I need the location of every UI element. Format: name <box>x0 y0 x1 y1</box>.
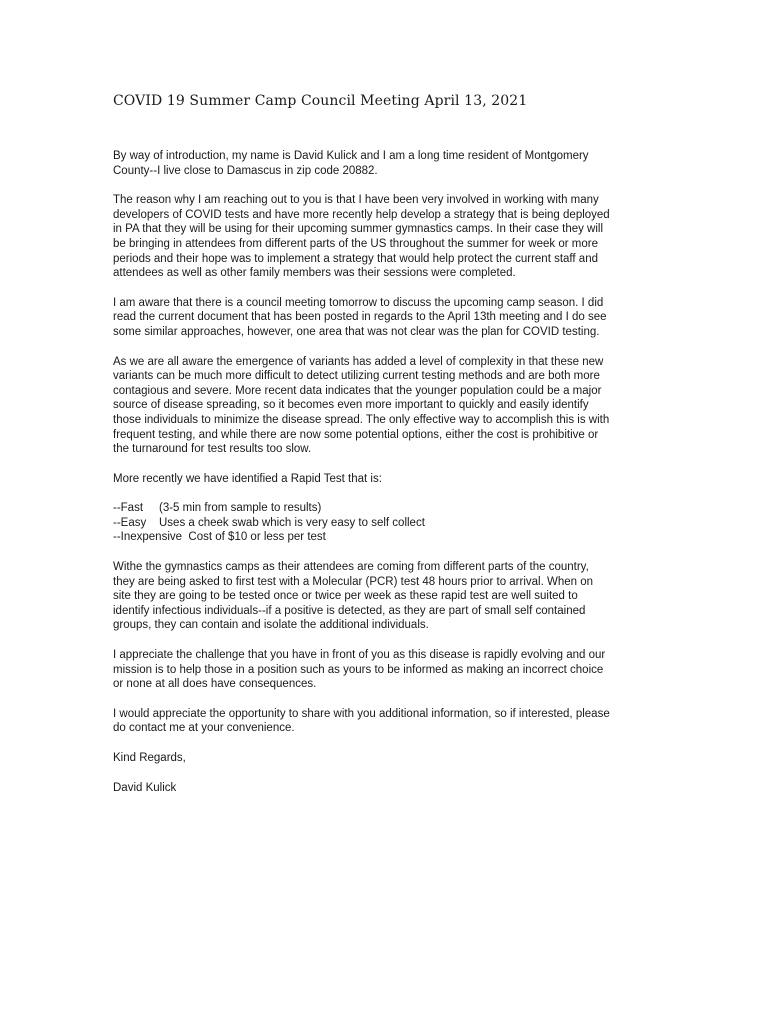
paragraph-variants <box>113 355 663 457</box>
list-item-inexpensive: --Inexpensive Cost of $10 or less per test <box>113 531 326 544</box>
text-line: contagious and severe. More recent data indicates that the younger population could be a major <box>113 384 602 397</box>
text-line: mission is to help those in a position such as yours to be informed as making an incorrect choice <box>113 663 604 676</box>
paragraph-council-meeting <box>113 296 663 340</box>
text-line: some similar approaches, however, one area that was not clear was the plan for COVID testing. <box>113 325 600 338</box>
paragraph-contact-request <box>113 707 663 736</box>
text-line: source of disease spreading, so it becomes even more important to quickly and easily identify <box>113 399 589 412</box>
list-item-easy: --Easy Uses a cheek swab which is very easy to self collect <box>113 516 425 529</box>
text-line: be bringing in attendees from different parts of the US throughout the summer for week or more <box>113 237 598 250</box>
text-line: in PA that they will be using for their upcoming summer gymnastics camps. In their case they will <box>113 223 604 236</box>
text-line: attendees as well as other family members was their sessions were completed. <box>113 267 516 280</box>
text-line: Withe the gymnastics camps as their attendees are coming from different parts of the country, <box>113 561 589 574</box>
text-line: As we are all aware the emergence of variants has added a level of complexity in that these new <box>113 355 604 368</box>
rapid-test-feature-list <box>113 501 663 545</box>
text-line: read the current document that has been posted in regards to the April 13th meeting and I do see <box>113 311 607 324</box>
list-item-fast: --Fast (3-5 min from sample to results) <box>113 502 322 515</box>
text-line: do contact me at your convenience. <box>113 722 295 735</box>
text-line: they are being asked to first test with a Molecular (PCR) test 48 hours prior to arrival. When on <box>113 575 594 588</box>
text-line: I am aware that there is a council meeting tomorrow to discuss the upcoming camp season. I did <box>113 296 604 309</box>
closing-salutation: Kind Regards, <box>113 752 186 764</box>
text-line: The reason why I am reaching out to you is that I have been very involved in working with many <box>113 194 599 207</box>
text-line: frequent testing, and while there are now some potential options, either the cost is prohibitive or <box>113 428 599 441</box>
paragraph-rapid-test-intro <box>113 472 663 487</box>
document-title: COVID 19 Summer Camp Council Meeting April 13, 2021 <box>113 93 528 109</box>
letter-body <box>113 149 663 810</box>
text-line: identify infectious individuals--if a positive is detected, as they are part of small self contained <box>113 604 586 617</box>
text-line: the turnaround for test results too slow. <box>113 443 312 456</box>
signature-name: David Kulick <box>113 781 177 794</box>
text-line: or none at all does have consequences. <box>113 678 317 691</box>
text-line: variants can be much more difficult to detect utilizing current testing methods and are both more <box>113 370 600 383</box>
text-line: By way of introduction, my name is David Kulick and I am a long time resident of Montgomery <box>113 150 589 162</box>
text-line: County--I live close to Damascus in zip code 20882. <box>113 164 378 177</box>
text-line: those individuals to minimize the disease spread. The only effective way to accomplish this is with <box>113 413 610 426</box>
text-line: periods and their hope was to implement a strategy that would help protect the current staff and <box>113 252 598 265</box>
paragraph-challenge <box>113 648 663 692</box>
text-line: I appreciate the challenge that you have in front of you as this disease is rapidly evolving and our <box>113 649 606 662</box>
text-line: site they are going to be tested once or twice per week as these rapid test are well suited to <box>113 590 578 603</box>
paragraph-gymnastics-camps <box>113 560 663 633</box>
paragraph-reason <box>113 193 663 281</box>
text-line: More recently we have identified a Rapid Test that is: <box>113 472 382 485</box>
paragraph-introduction <box>113 149 663 178</box>
text-line: developers of COVID tests and have more recently help develop a strategy that is being deployed <box>113 208 610 221</box>
text-line: I would appreciate the opportunity to share with you additional information, so if interested, please <box>113 707 610 720</box>
text-line: groups, they can contain and isolate the additional individuals. <box>113 619 429 632</box>
